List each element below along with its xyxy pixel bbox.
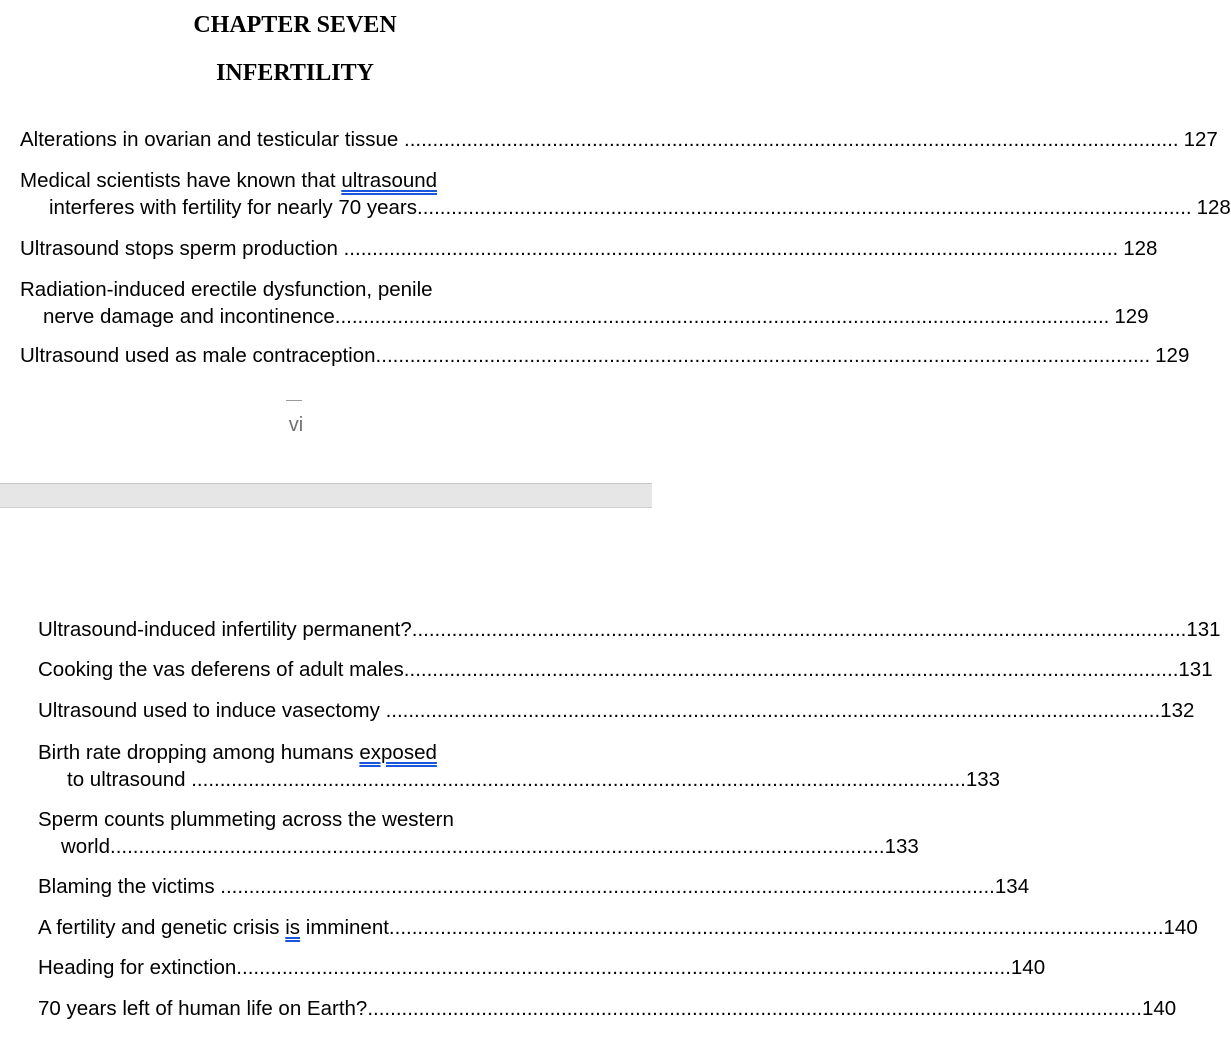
toc-page-number: 133 [965,768,1001,791]
toc-entry [38,914,1198,941]
toc-entry-title-rest: imminent [300,916,389,939]
toc-entry-title: Ultrasound stops sperm production [20,237,344,260]
spellcheck-word: ultrasound [341,169,438,192]
toc-entry-title: Ultrasound used to induce vasectomy [38,699,386,722]
toc-entry [38,954,1046,981]
toc-entry-title: Birth rate dropping among humans [38,741,360,764]
toc-page-number: 131 [1186,618,1221,641]
toc-entry [20,126,1218,153]
toc-leader [386,697,1161,724]
document-page-upper [0,0,1231,483]
toc-entry-title: Radiation-induced erectile dysfunction, penile [20,278,433,301]
toc-page-number: 133 [884,835,919,858]
toc-leader [220,873,995,900]
toc-entry [20,342,1190,369]
toc-page-number: 127 [1183,128,1218,151]
spellcheck-word: exposed [359,741,437,764]
toc-page-number: 132 [1160,699,1195,722]
toc-page-number: 129 [1155,344,1190,367]
toc-entry [38,739,1001,793]
toc-entry-title: Blaming the victims [38,875,221,898]
toc-entry-title: Ultrasound used as male contraception [20,344,376,367]
toc-entry [38,656,1213,683]
toc-entry-title: Heading for extinction [38,956,237,979]
toc-page-number: 140 [1163,916,1198,939]
toc-page-number: 140 [1141,997,1177,1020]
toc-entry [20,167,1231,221]
toc-leader [417,194,1192,221]
toc-page-number: 129 [1114,305,1149,328]
toc-entry-title: Alterations in ovarian and testicular tissue [20,128,405,151]
toc-entry-title: 70 years left of human life on Earth? [38,997,368,1020]
toc-page-number: 128 [1196,196,1231,219]
toc-leader [344,235,1119,262]
toc-leader [412,616,1187,643]
toc-page-number: 140 [1010,956,1046,979]
chapter-label: CHAPTER SEVEN [193,12,397,38]
toc-entry-title: A fertility and genetic crisis [38,916,286,939]
toc-leader [404,126,1179,153]
page-number-dash [286,400,302,401]
toc-entry-title-continued: interferes with fertility for nearly 70 years [49,196,417,219]
toc-leader [404,656,1179,683]
toc-leader [389,914,1164,941]
toc-leader [236,954,1011,981]
page-gap [0,483,652,508]
chapter-title: INFERTILITY [216,60,374,86]
toc-entry-title-continued: to ultrasound [67,768,192,791]
toc-entry-title-continued: world [61,835,110,858]
toc-entry [20,276,1149,330]
toc-entry [38,995,1177,1022]
toc-entry-title: Medical scientists have known that [20,169,342,192]
toc-leader [110,833,885,860]
toc-entry-title-continued: nerve damage and incontinence [43,305,335,328]
toc-leader [335,303,1110,330]
toc-entry [38,873,1030,900]
toc-entry-title: Ultrasound-induced infertility permanent? [38,618,412,641]
toc-leader [191,766,966,793]
document-page-lower [0,508,1221,1046]
toc-entry [38,806,919,860]
toc-entry [20,235,1158,262]
toc-entry [38,616,1221,643]
spellcheck-word: is [285,916,301,939]
toc-page-number: 131 [1178,658,1213,681]
toc-entry [38,697,1195,724]
toc-leader [367,995,1142,1022]
toc-leader [376,342,1151,369]
toc-page-number: 134 [994,875,1030,898]
toc-page-number: 128 [1123,237,1158,260]
toc-entry-title: Cooking the vas deferens of adult males [38,658,404,681]
page-number: vi [288,414,304,436]
toc-entry-title: Sperm counts plummeting across the western [38,808,454,831]
